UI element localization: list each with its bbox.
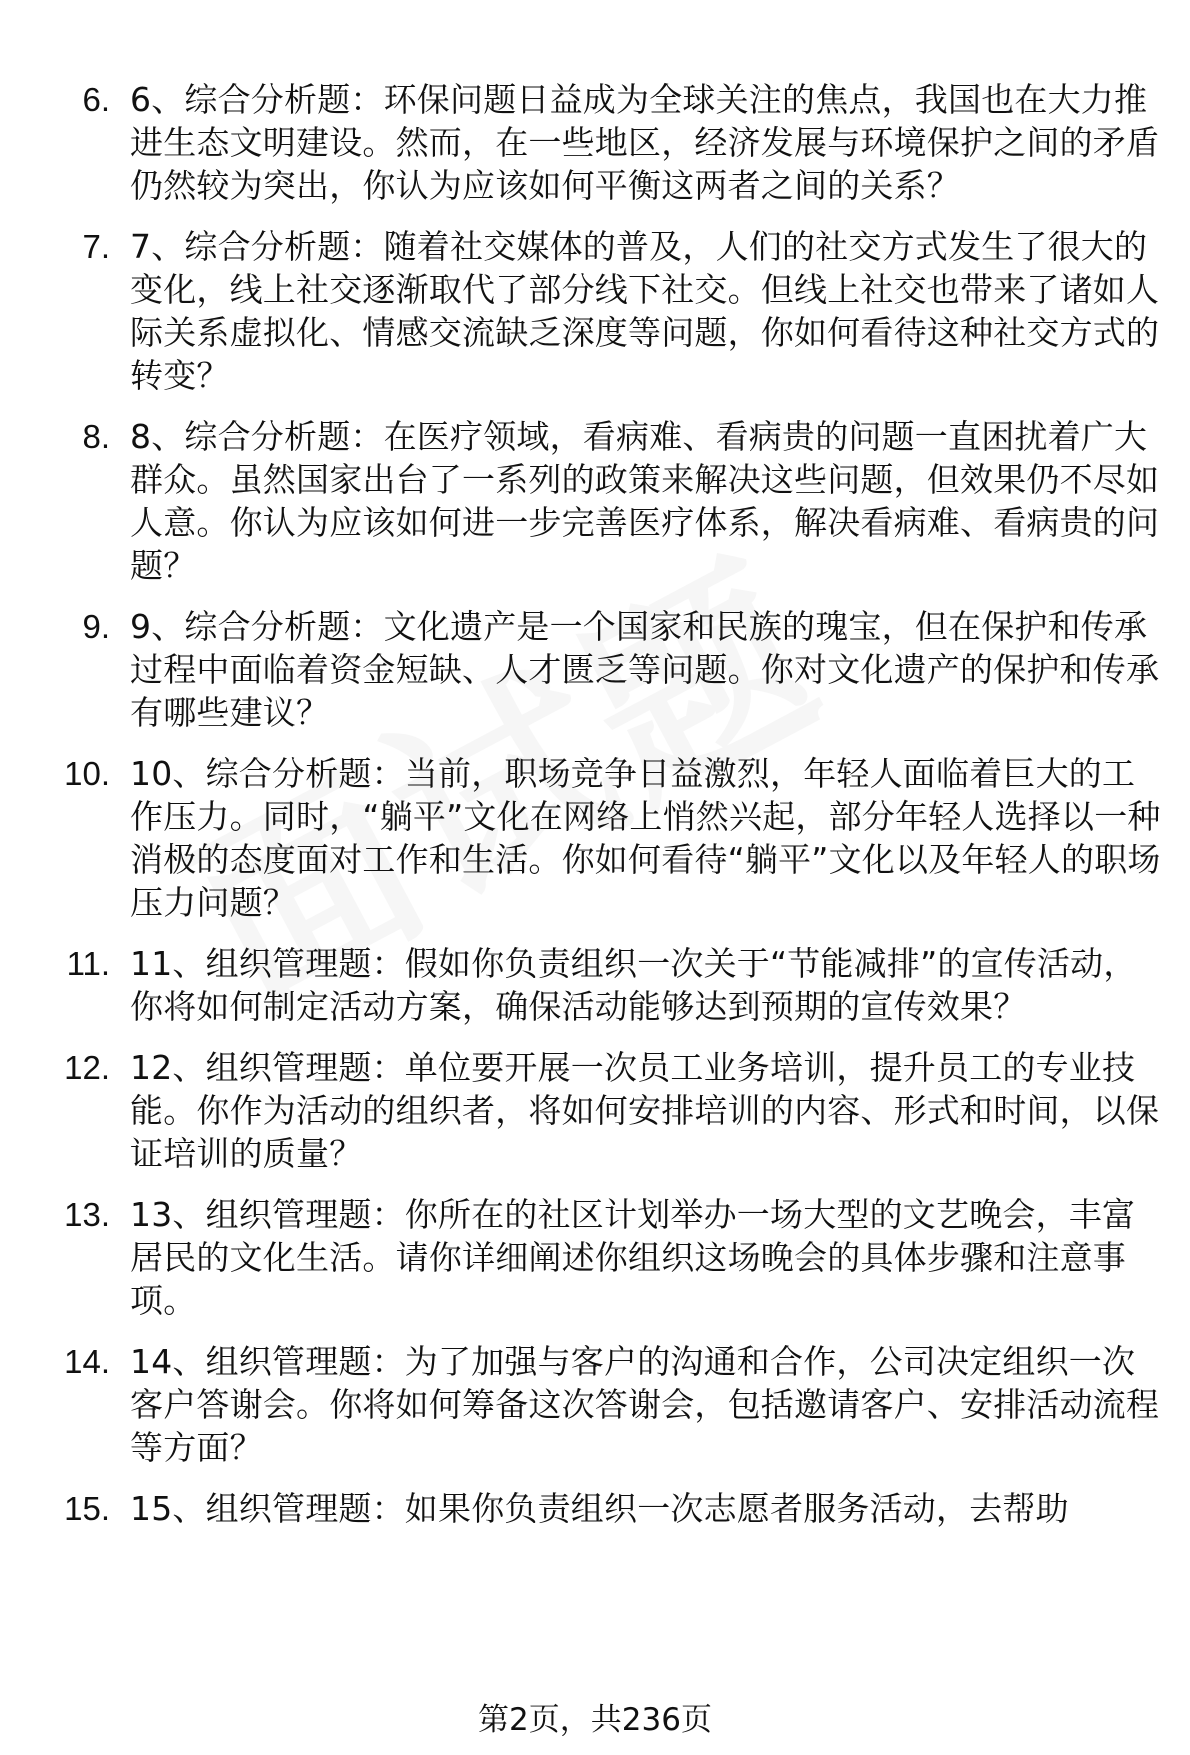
question-text: 8、综合分析题：在医疗领域，看病难、看病贵的问题一直困扰着广大群众。虽然国家出台了一系列的政策来解决这些问题，但效果仍不尽如人意。你认为应该如何进一步完善医疗体系，解决看病难、看病贵的问题？ [130, 417, 1160, 585]
question-text: 11、组织管理题：假如你负责组织一次关于“节能减排”的宣传活动，你将如何制定活动方案，确保活动能够达到预期的宣传效果？ [130, 944, 1137, 1026]
question-number: 10. [64, 755, 110, 792]
question-number: 8. [82, 418, 110, 455]
list-item [0, 1487, 1190, 1530]
list-item [0, 1193, 1190, 1322]
question-number: 12. [64, 1049, 110, 1086]
list-item [0, 752, 1190, 924]
question-text: 7、综合分析题：随着社交媒体的普及，人们的社交方式发生了很大的变化，线上社交逐渐取代了部分线下社交。但线上社交也带来了诸如人际关系虚拟化、情感交流缺乏深度等问题，你如何看待这种社交方式的转变？ [130, 227, 1160, 395]
question-number: 9. [82, 608, 110, 645]
question-list [0, 78, 1190, 1548]
list-item [0, 1046, 1190, 1175]
question-text: 15、组织管理题：如果你负责组织一次志愿者服务活动，去帮助 [130, 1489, 1069, 1528]
question-number: 11. [66, 945, 110, 982]
list-item [0, 225, 1190, 397]
question-text: 13、组织管理题：你所在的社区计划举办一场大型的文艺晚会，丰富居民的文化生活。请你详细阐述你组织这场晚会的具体步骤和注意事项。 [130, 1195, 1136, 1320]
question-number: 6. [82, 81, 110, 118]
question-number: 7. [82, 228, 110, 265]
list-item [0, 78, 1190, 207]
list-item [0, 1340, 1190, 1469]
question-text: 12、组织管理题：单位要开展一次员工业务培训，提升员工的专业技能。你作为活动的组织者，将如何安排培训的内容、形式和时间，以保证培训的质量？ [130, 1048, 1160, 1173]
page-footer: 第2页，共236页 [478, 1702, 712, 1738]
list-item [0, 415, 1190, 587]
question-number: 15. [64, 1490, 110, 1527]
question-text: 9、综合分析题：文化遗产是一个国家和民族的瑰宝，但在保护和传承过程中面临着资金短缺、人才匮乏等问题。你对文化遗产的保护和传承有哪些建议？ [130, 607, 1160, 732]
list-item [0, 605, 1190, 734]
list-item [0, 942, 1190, 1028]
question-text: 6、综合分析题：环保问题日益成为全球关注的焦点，我国也在大力推进生态文明建设。然而，在一些地区，经济发展与环境保护之间的矛盾仍然较为突出，你认为应该如何平衡这两者之间的关系？ [130, 80, 1160, 205]
question-number: 13. [64, 1196, 110, 1233]
question-text: 14、组织管理题：为了加强与客户的沟通和合作，公司决定组织一次客户答谢会。你将如何筹备这次答谢会，包括邀请客户、安排活动流程等方面？ [130, 1342, 1160, 1467]
question-text: 10、综合分析题：当前，职场竞争日益激烈，年轻人面临着巨大的工作压力。同时，“躺平”文化在网络上悄然兴起，部分年轻人选择以一种消极的态度面对工作和生活。你如何看待“躺平”文化以及年轻人的职场压力问题？ [130, 754, 1161, 922]
question-number: 14. [64, 1343, 110, 1380]
